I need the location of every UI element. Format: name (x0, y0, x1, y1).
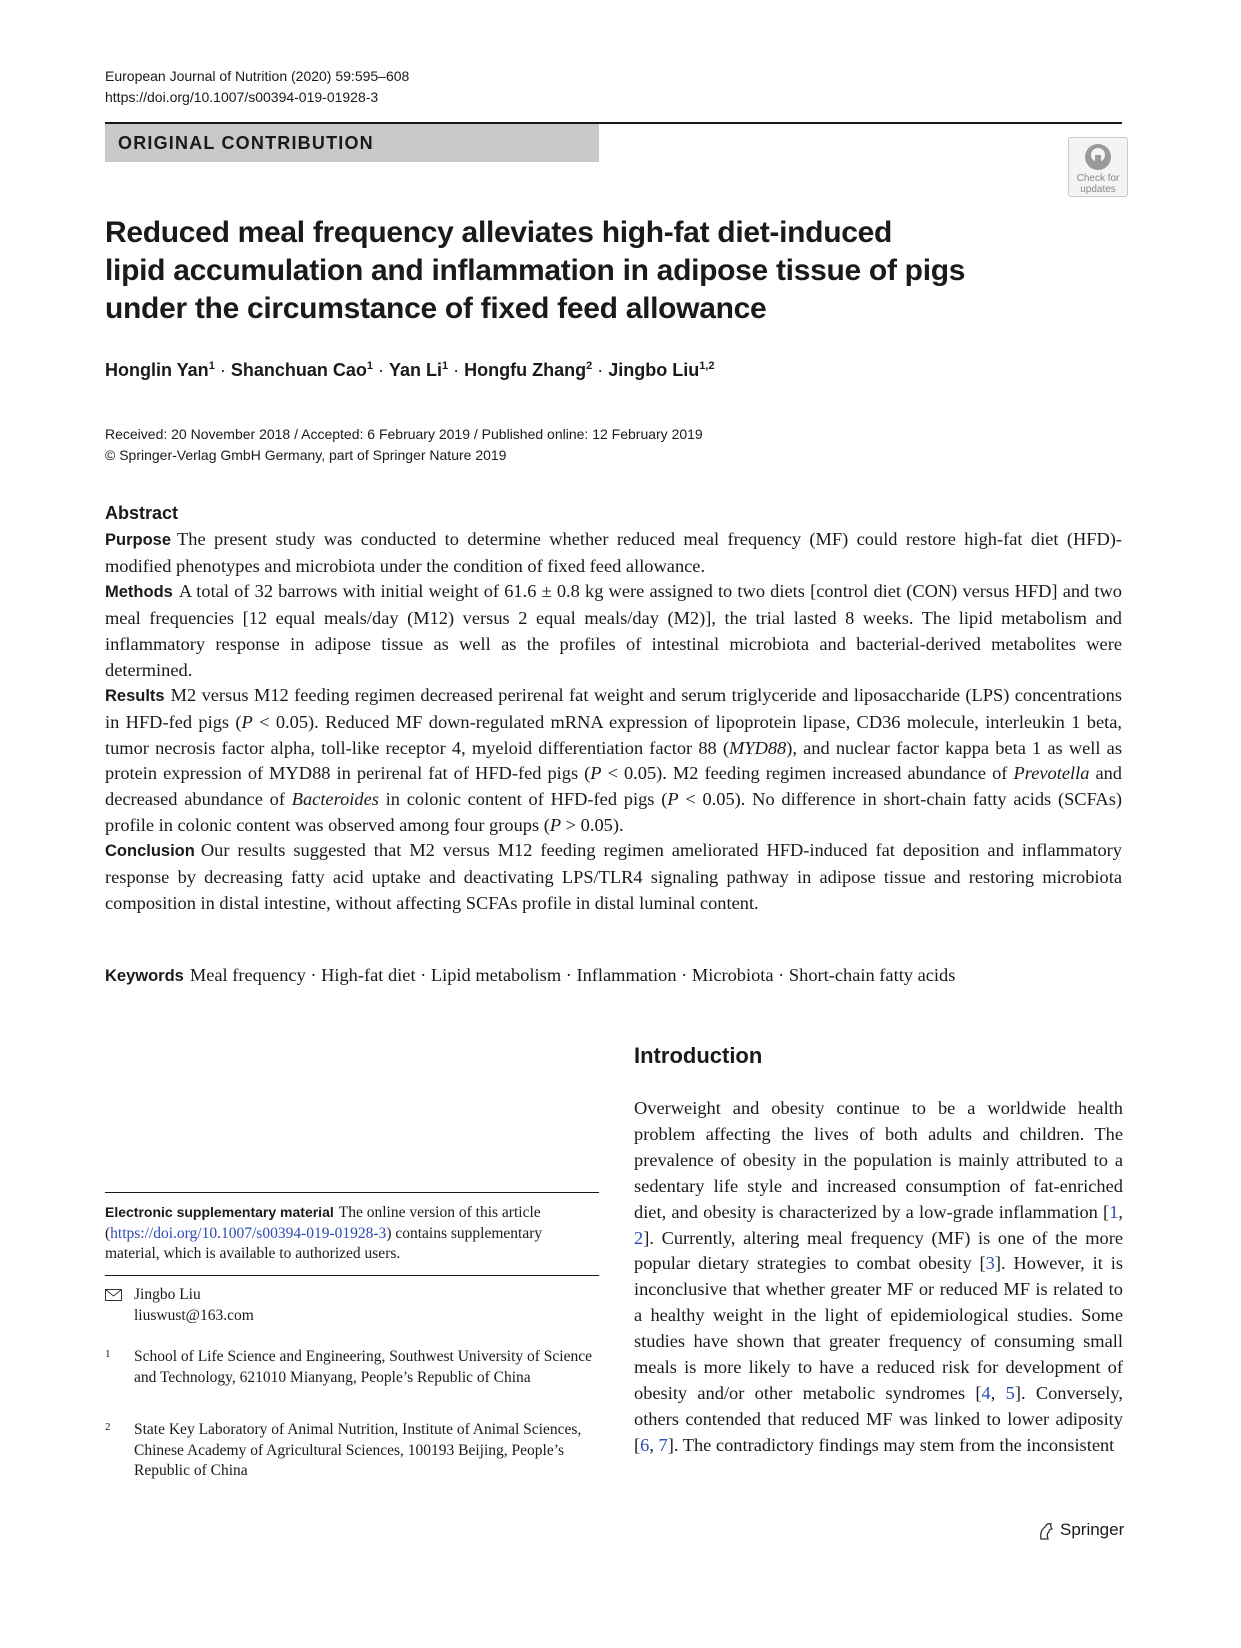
copyright-line: © Springer-Verlag GmbH Germany, part of Springer Nature 2019 (105, 447, 507, 463)
citation-link[interactable]: 3 (985, 1253, 995, 1274)
results-text: < 0.05). No difference in short-chain fatty acids (SCFAs) profile in colonic content was observed among four groups ( (105, 789, 1122, 835)
esm-text: The online version of this article ( (105, 1204, 541, 1242)
intro-text: , (649, 1434, 659, 1455)
intro-text: ]. However, it is inconclusive that whether greater MF or reduced MF is related to a healthy weight in the light of epidemiological studies. Some studies have shown that greater frequency of consuming small meals is more likely to have a reduced risk for development of obesity and/or other metabolic syndromes [ (634, 1253, 1123, 1403)
citation-link[interactable]: 4 (981, 1382, 991, 1403)
contact-name: Jingbo Liu (134, 1286, 201, 1303)
results-italic: P (549, 814, 562, 835)
introduction-paragraph (634, 1096, 1123, 1459)
author-name[interactable]: Hongfu Zhang (464, 360, 587, 380)
publisher-logo (1036, 1520, 1124, 1541)
abstract-body (105, 527, 1122, 917)
abstract-conclusion (105, 838, 1122, 916)
affiliation-text: School of Life Science and Engineering, Southwest University of Science and Technology, 621010 Mianyang, People’s Republic of China (134, 1348, 592, 1386)
affiliation-number: 1 (105, 1348, 111, 1360)
author-name[interactable]: Honglin Yan (105, 360, 209, 380)
esm-doi-link[interactable]: https://doi.org/10.1007/s00394-019-01928-3 (110, 1224, 387, 1242)
citation-link[interactable]: 5 (1005, 1382, 1015, 1403)
methods-text: A total of 32 barrows with initial weight of 61.6 ± 0.8 kg were assigned to two diets [control diet (CON) versus HFD] and two meal frequencies [12 equal meals/day (M12) versus 2 equal meals/day (M2)], the trial lasted 8 weeks. The lipid metabolism and inflammatory response in adipose tissue as well as the profiles of intestinal microbiota and bacterial-derived metabolites were determined. (105, 581, 1122, 680)
title-line-1: Reduced meal frequency alleviates high-fat diet-induced (105, 216, 893, 249)
results-text: ), and nuclear factor kappa beta 1 as well as protein expression of MYD88 in perirenal fat of HFD-fed pigs ( (105, 737, 1122, 784)
results-text: and decreased abundance of (105, 763, 1122, 810)
results-italic: P (241, 711, 253, 732)
intro-text: , (990, 1382, 1006, 1403)
conclusion-text: Our results suggested that M2 versus M12 feeding regimen ameliorated HFD-induced fat deposition and inflammatory response by decreasing fatty acid uptake and deactivating LPS/TLR4 signaling pathway in adipose tissue and restoring microbiota composition in distal intestine, without affecting SCFAs profile in distal luminal content. (105, 840, 1122, 913)
author-name[interactable]: Yan Li (388, 360, 442, 380)
footnote-divider (105, 1275, 599, 1276)
results-text: M2 versus M12 feeding regimen decreased perirenal fat weight and serum triglyceride and liposaccharide (LPS) concentrations in HFD-fed pigs ( (105, 685, 1122, 732)
journal-citation: European Journal of Nutrition (2020) 59:595–608 (105, 68, 410, 84)
supplementary-material-note (105, 1202, 599, 1265)
citation-link[interactable]: 2 (634, 1227, 644, 1248)
intro-text: ]. Currently, altering meal frequency (MF) is one of the more popular dietary strategies to combat obesity [ (634, 1227, 1123, 1274)
abstract-results (105, 683, 1122, 838)
journal-header (105, 66, 409, 108)
article-title (105, 214, 1005, 328)
abstract-purpose (105, 527, 1122, 579)
author-affiliation-marker: 1 (208, 360, 215, 372)
results-italic: Prevotella (1013, 763, 1090, 784)
introduction-body (634, 1096, 1123, 1459)
results-text: > 0.05). (561, 814, 624, 835)
publication-dates (105, 424, 703, 466)
author-name[interactable]: Shanchuan Cao (230, 360, 367, 380)
author-list (105, 360, 714, 381)
footnote-divider (105, 1192, 599, 1193)
results-text: < 0.05). Reduced MF down-regulated mRNA expression of lipoprotein lipase, CD36 molecule, interleukin 1 beta, tumor necrosis factor alpha, toll-like receptor 4, myeloid differentiation factor 88 ( (105, 711, 1122, 758)
intro-text: , (1118, 1201, 1123, 1222)
springer-horse-icon (1036, 1521, 1056, 1541)
esm-label: Electronic supplementary material (105, 1204, 334, 1220)
author-affiliation-marker: 1 (366, 360, 373, 372)
citation-link[interactable]: 1 (1109, 1201, 1119, 1222)
results-italic: MYD88 (729, 737, 787, 758)
author-separator: · (597, 360, 604, 380)
affiliation-text: State Key Laboratory of Animal Nutrition, Institute of Animal Sciences, Chinese Academy of Agricultural Sciences, 100193 Beijing, People’s Republic of China (134, 1421, 582, 1479)
publisher-name: Springer (1060, 1520, 1125, 1539)
title-line-2: lipid accumulation and inflammation in adipose tissue of pigs (105, 254, 966, 287)
citation-link[interactable]: 7 (658, 1434, 668, 1455)
results-label: Results (105, 687, 165, 706)
keywords-text: Meal frequency · High-fat diet · Lipid metabolism · Inflammation · Microbiota · Short-chain fatty acids (189, 965, 956, 985)
affiliation-number: 2 (105, 1421, 111, 1433)
results-italic: P (667, 789, 679, 810)
citation-link[interactable]: 6 (640, 1434, 650, 1455)
keywords-label: Keywords (105, 967, 184, 985)
results-text: in colonic content of HFD-fed pigs ( (378, 789, 668, 810)
crossmark-icon (1083, 142, 1113, 172)
author-affiliation-marker: 2 (586, 360, 593, 372)
dates-line: Received: 20 November 2018 / Accepted: 6 February 2019 / Published online: 12 February 2019 (105, 426, 703, 442)
abstract-methods (105, 579, 1122, 683)
intro-text: ]. Conversely, others contended that reduced MF was linked to lower adiposity [ (634, 1382, 1123, 1455)
keywords (105, 965, 1122, 986)
article-type-label: ORIGINAL CONTRIBUTION (105, 124, 599, 162)
affiliation-1 (105, 1347, 599, 1388)
author-separator: · (377, 360, 384, 380)
author-affiliation-marker: 1,2 (699, 360, 715, 372)
conclusion-label: Conclusion (105, 842, 195, 861)
doi-link[interactable]: https://doi.org/10.1007/s00394-019-01928-3 (105, 89, 379, 105)
results-italic: P (590, 763, 602, 784)
badge-line-1: Check for (1076, 173, 1120, 184)
purpose-text: The present study was conducted to determine whether reduced meal frequency (MF) could restore high-fat diet (HFD)-modified phenotypes and microbiota under the condition of fixed feed allowance. (105, 529, 1122, 576)
check-for-updates-badge[interactable] (1068, 137, 1128, 197)
author-separator: · (219, 360, 226, 380)
methods-label: Methods (105, 583, 173, 602)
results-text: < 0.05). M2 feeding regimen increased abundance of (601, 763, 1014, 784)
intro-text: Overweight and obesity continue to be a worldwide health problem affecting the lives of both adults and children. The prevalence of obesity in the population is mainly attributed to a sedentary life style and increased consumption of fat-enriched diet, and obesity is characterized by a low-grade inflammation [ (634, 1098, 1123, 1222)
author-separator: · (453, 360, 460, 380)
corresponding-author (105, 1285, 599, 1326)
esm-text: ) contains supplementary material, which is available to authorized users. (105, 1224, 543, 1262)
purpose-label: Purpose (105, 531, 172, 549)
contact-email[interactable]: liuswust@163.com (134, 1306, 254, 1324)
affiliation-2 (105, 1420, 599, 1482)
envelope-icon (105, 1289, 122, 1301)
badge-line-2: updates (1080, 184, 1116, 195)
author-name[interactable]: Jingbo Liu (608, 360, 700, 380)
intro-text: ]. The contradictory findings may stem from the inconsistent (667, 1434, 1115, 1455)
introduction-heading: Introduction (634, 1043, 763, 1068)
results-italic: Bacteroides (291, 789, 379, 810)
title-line-3: under the circumstance of fixed feed allowance (105, 292, 767, 325)
abstract-heading: Abstract (105, 503, 179, 523)
author-affiliation-marker: 1 (441, 360, 449, 372)
